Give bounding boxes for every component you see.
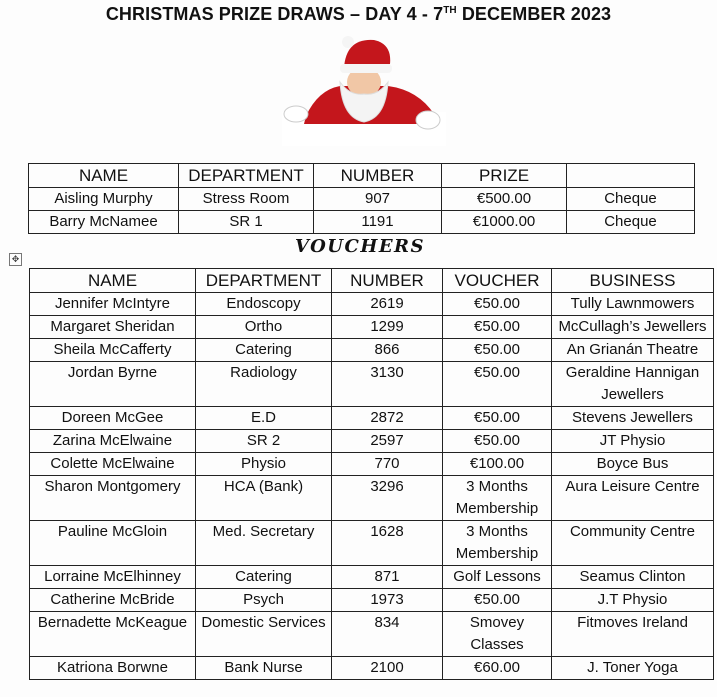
prize-name-cell: Barry McNamee <box>29 211 179 234</box>
santa-right-glove <box>416 111 440 129</box>
voucher-name-cell: Lorraine McElhinney <box>30 566 196 589</box>
voucher-value-cell: 3 Months Membership <box>443 521 552 566</box>
voucher-department-cell: Physio <box>196 453 332 476</box>
voucher-name-cell: Doreen McGee <box>30 407 196 430</box>
prize-number-cell: 1191 <box>314 211 442 234</box>
voucher-name-cell: Pauline McGloin <box>30 521 196 566</box>
prize-header-department: DEPARTMENT <box>179 164 314 188</box>
prize-name-cell: Aisling Murphy <box>29 188 179 211</box>
voucher-name-cell: Katriona Borwne <box>30 657 196 680</box>
table-row <box>30 453 714 476</box>
prize-header-name: NAME <box>29 164 179 188</box>
voucher-value-cell: €50.00 <box>443 407 552 430</box>
prize-department-cell: SR 1 <box>179 211 314 234</box>
prize-value-cell: €500.00 <box>442 188 567 211</box>
voucher-business-cell: J.T Physio <box>552 589 714 612</box>
table-row <box>29 211 695 234</box>
voucher-value-cell: €50.00 <box>443 430 552 453</box>
voucher-department-cell: Med. Secretary <box>196 521 332 566</box>
voucher-business-cell: Seamus Clinton <box>552 566 714 589</box>
voucher-number-cell: 2619 <box>332 293 443 316</box>
voucher-header-row <box>30 269 714 293</box>
voucher-value-cell: Smovey Classes <box>443 612 552 657</box>
voucher-value-cell: €60.00 <box>443 657 552 680</box>
voucher-department-cell: Catering <box>196 566 332 589</box>
table-row <box>30 521 714 566</box>
voucher-name-cell: Sharon Montgomery <box>30 476 196 521</box>
voucher-number-cell: 871 <box>332 566 443 589</box>
santa-hat-brim <box>340 64 392 73</box>
table-row <box>30 293 714 316</box>
voucher-table <box>29 268 714 680</box>
voucher-header-business: BUSINESS <box>552 269 714 293</box>
voucher-name-cell: Catherine McBride <box>30 589 196 612</box>
voucher-value-cell: €50.00 <box>443 316 552 339</box>
voucher-value-cell: Golf Lessons <box>443 566 552 589</box>
voucher-business-cell: McCullagh’s Jewellers <box>552 316 714 339</box>
voucher-name-cell: Margaret Sheridan <box>30 316 196 339</box>
voucher-value-cell: 3 Months Membership <box>443 476 552 521</box>
voucher-business-cell: Fitmoves Ireland <box>552 612 714 657</box>
voucher-number-cell: 2100 <box>332 657 443 680</box>
table-row <box>30 589 714 612</box>
voucher-number-cell: 770 <box>332 453 443 476</box>
voucher-department-cell: HCA (Bank) <box>196 476 332 521</box>
voucher-value-cell: €50.00 <box>443 589 552 612</box>
table-row <box>30 657 714 680</box>
voucher-number-cell: 834 <box>332 612 443 657</box>
table-row <box>30 362 714 407</box>
voucher-header-voucher: VOUCHER <box>443 269 552 293</box>
prize-type-cell: Cheque <box>567 188 695 211</box>
prize-header-row <box>29 164 695 188</box>
voucher-number-cell: 2597 <box>332 430 443 453</box>
voucher-number-cell: 3296 <box>332 476 443 521</box>
voucher-business-cell: Tully Lawnmowers <box>552 293 714 316</box>
voucher-department-cell: Radiology <box>196 362 332 407</box>
voucher-number-cell: 1299 <box>332 316 443 339</box>
voucher-department-cell: Endoscopy <box>196 293 332 316</box>
prize-value-cell: €1000.00 <box>442 211 567 234</box>
voucher-header-department: DEPARTMENT <box>196 269 332 293</box>
prize-header-blank <box>567 164 695 188</box>
voucher-number-cell: 2872 <box>332 407 443 430</box>
table-row <box>30 430 714 453</box>
voucher-department-cell: Catering <box>196 339 332 362</box>
voucher-number-cell: 1973 <box>332 589 443 612</box>
voucher-department-cell: Domestic Services <box>196 612 332 657</box>
voucher-name-cell: Zarina McElwaine <box>30 430 196 453</box>
table-row <box>30 407 714 430</box>
table-row <box>30 339 714 362</box>
voucher-department-cell: Bank Nurse <box>196 657 332 680</box>
santa-hat-pompom <box>342 36 354 48</box>
voucher-value-cell: €100.00 <box>443 453 552 476</box>
santa-illustration <box>278 34 450 146</box>
voucher-name-cell: Jordan Byrne <box>30 362 196 407</box>
table-row <box>29 188 695 211</box>
voucher-business-cell: Geraldine Hannigan Jewellers <box>552 362 714 407</box>
table-row <box>30 566 714 589</box>
voucher-number-cell: 3130 <box>332 362 443 407</box>
voucher-header-number: NUMBER <box>332 269 443 293</box>
voucher-business-cell: Community Centre <box>552 521 714 566</box>
table-row <box>30 316 714 339</box>
voucher-business-cell: Stevens Jewellers <box>552 407 714 430</box>
voucher-number-cell: 1628 <box>332 521 443 566</box>
table-row <box>30 476 714 521</box>
voucher-value-cell: €50.00 <box>443 339 552 362</box>
prize-type-cell: Cheque <box>567 211 695 234</box>
page-title: CHRISTMAS PRIZE DRAWS – DAY 4 - 7TH DECEMBER 2023 <box>105 4 612 24</box>
prize-department-cell: Stress Room <box>179 188 314 211</box>
voucher-business-cell: An Grianán Theatre <box>552 339 714 362</box>
voucher-value-cell: €50.00 <box>443 293 552 316</box>
voucher-value-cell: €50.00 <box>443 362 552 407</box>
prize-header-prize: PRIZE <box>442 164 567 188</box>
voucher-name-cell: Sheila McCafferty <box>30 339 196 362</box>
voucher-name-cell: Jennifer McIntyre <box>30 293 196 316</box>
voucher-business-cell: J. Toner Yoga <box>552 657 714 680</box>
voucher-department-cell: E.D <box>196 407 332 430</box>
santa-left-glove <box>284 106 308 122</box>
prize-table <box>28 163 695 234</box>
voucher-department-cell: SR 2 <box>196 430 332 453</box>
vouchers-heading: VOUCHERS <box>294 236 426 257</box>
table-row <box>30 612 714 657</box>
voucher-name-cell: Colette McElwaine <box>30 453 196 476</box>
prize-number-cell: 907 <box>314 188 442 211</box>
voucher-header-name: NAME <box>30 269 196 293</box>
voucher-name-cell: Bernadette McKeague <box>30 612 196 657</box>
voucher-business-cell: Aura Leisure Centre <box>552 476 714 521</box>
prize-header-number: NUMBER <box>314 164 442 188</box>
voucher-number-cell: 866 <box>332 339 443 362</box>
voucher-business-cell: Boyce Bus <box>552 453 714 476</box>
table-move-handle-icon[interactable]: ✥ <box>9 253 22 266</box>
voucher-department-cell: Ortho <box>196 316 332 339</box>
voucher-department-cell: Psych <box>196 589 332 612</box>
voucher-business-cell: JT Physio <box>552 430 714 453</box>
